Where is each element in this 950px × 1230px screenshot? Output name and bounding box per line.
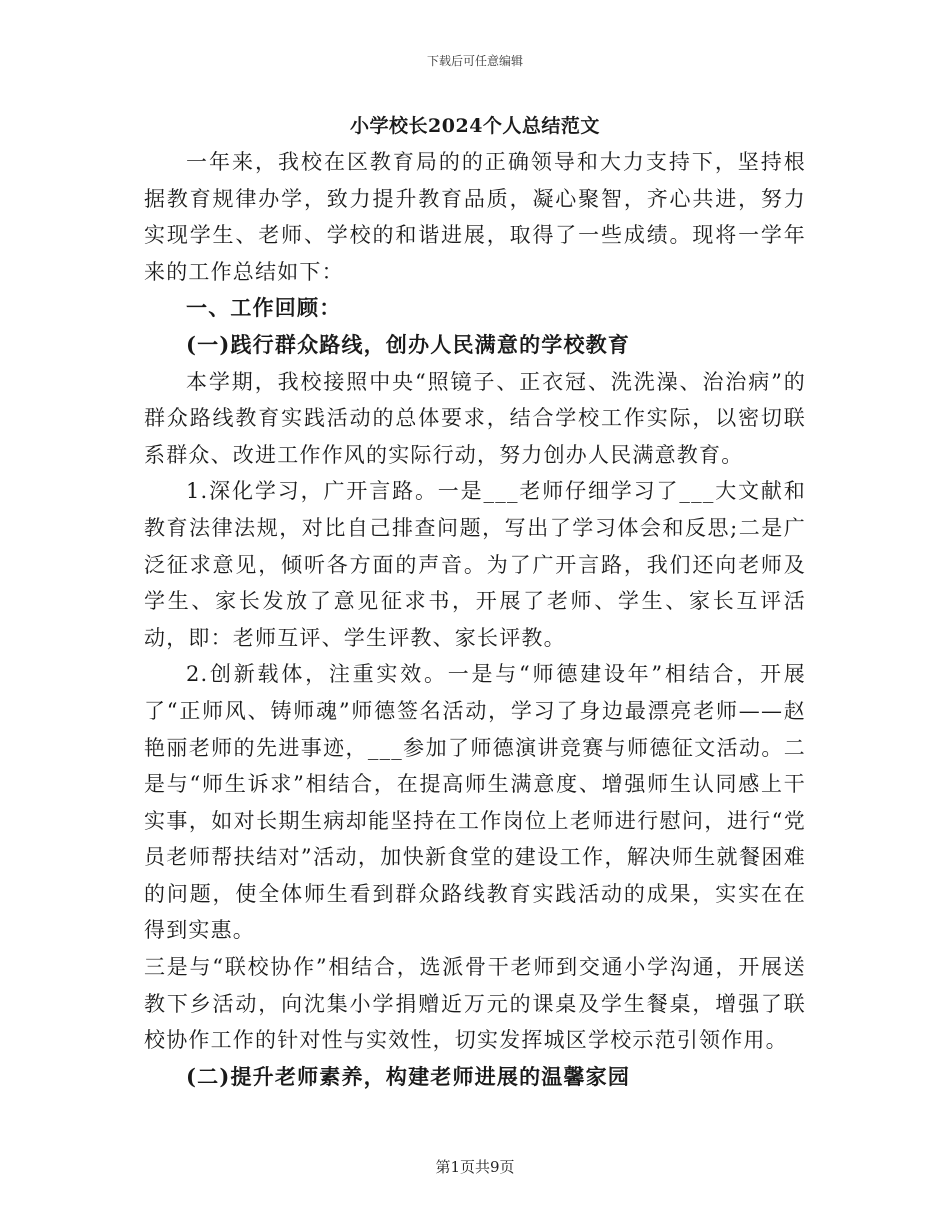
body-paragraph: 本学期，我校接照中央“照镜子、正衣冠、洗洗澡、治治病”的群众路线教育实践活动的总体要求，结合学校工作实际，以密切联系群众、改进工作作风的实际行动，努力创办人民满意教育。 (144, 369, 806, 467)
body-paragraph-item-1: 1.深化学习，广开言路。一是___老师仔细学习了___大文献和教育法律法规，对比自己排查问题，写出了学习体会和反思;二是广泛征求意见，倾听各方面的声音。为了广开言路，我们还向老师及学生、家长发放了意见征求书，开展了老师、学生、家长互评活动，即：老师互评、学生评教、家长评教。 (144, 479, 806, 650)
section-heading-work-review: 一、工作回顾： (186, 295, 342, 321)
subsection-heading-2: (二)提升老师素养，构建老师进展的温馨家园 (186, 1063, 631, 1089)
document-title: 小学校长2024个人总结范文 (350, 115, 600, 137)
page-number-footer: 第1页共9页 (435, 1158, 515, 1176)
subsection-heading-1: (一)践行群众路线，创办人民满意的学校教育 (186, 331, 631, 357)
body-paragraph-continuation: 三是与“联校协作”相结合，选派骨干老师到交通小学沟通，开展送教下乡活动，向沈集小学捐赠近万元的课桌及学生餐桌，增强了联校协作工作的针对性与实效性，切实发挥城区学校示范引领作用。 (144, 955, 806, 1053)
page-header-note: 下载后可任意编辑 (426, 54, 523, 68)
document-body (144, 112, 806, 1095)
body-paragraph-item-2: 2.创新载体，注重实效。一是与“师德建设年”相结合，开展了“正师风、铸师魂”师德签名活动，学习了身边最漂亮老师——赵艳丽老师的先进事迹，___参加了师德演讲竞赛与师德征文活动。二是与“师生诉求”相结合，在提高师生满意度、增强师生认同感上干实事，如对长期生病却能坚持在工作岗位上老师进行慰问，进行“党员老师帮扶结对”活动，加快新食堂的建设工作，解决师生就餐困难的问题，使全体师生看到群众路线教育实践活动的成果，实实在在得到实惠。 (144, 662, 806, 943)
intro-paragraph: 一年来，我校在区教育局的的正确领导和大力支持下，坚持根据教育规律办学，致力提升教育品质，凝心聚智，齐心共进，努力实现学生、老师、学校的和谐进展，取得了一些成绩。现将一学年来的工作总结如下： (144, 150, 806, 284)
